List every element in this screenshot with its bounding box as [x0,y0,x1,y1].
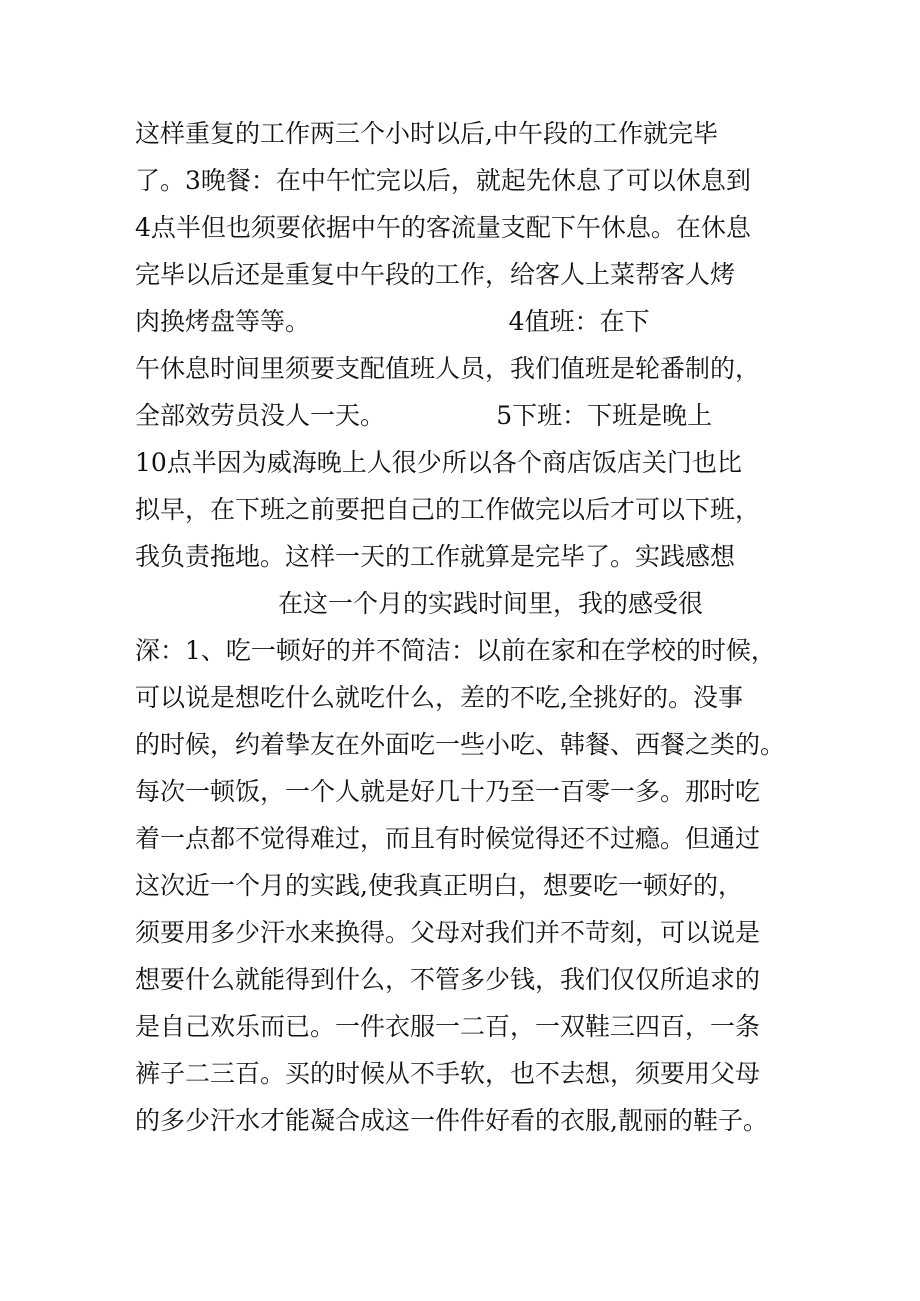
text-line: 了。3晚餐：在中午忙完以后，就起先休息了可以休息到 [135,166,751,195]
text-line: 裤子二三百。买的时候从不手软，也不去想，须要用父母 [135,1059,761,1088]
text-line: 10点半因为威海晚上人很少所以各个商店饭店关门也比 [135,448,742,477]
text-line: 着一点都不觉得难过，而且有时候觉得还不过瘾。但通过 [135,824,761,853]
text-line: 拟早，在下班之前要把自己的工作做完以后才可以下班， [135,495,761,524]
body-text [135,110,795,1144]
text-line: 4点半但也须要依据中午的客流量支配下午休息。在休息 [135,213,751,242]
text-line: 这样重复的工作两三个小时以后,中午段的工作就完毕 [135,119,718,148]
text-line: 在这一个月的实践时间里，我的感受很 [135,589,704,618]
text-line: 的时候，约着挚友在外面吃一些小吃、韩餐、西餐之类的。 [135,730,786,759]
text-line: 这次近一个月的实践,使我真正明白，想要吃一顿好的， [135,871,743,900]
text-line: 我负责拖地。这样一天的工作就算是完毕了。实践感想 [135,542,736,571]
text-line: 可以说是想吃什么就吃什么，差的不吃,全挑好的。没事 [135,683,743,712]
text-line: 是自己欢乐而已。一件衣服一二百，一双鞋三四百，一条 [135,1012,761,1041]
text-line: 每次一顿饭，一个人就是好几十乃至一百零一多。那时吃 [135,777,761,806]
text-line: 完毕以后还是重复中午段的工作，给客人上菜帮客人烤 [135,260,736,289]
text-line: 深：1、吃一顿好的并不简洁：以前在家和在学校的时候， [135,636,776,665]
text-line: 午休息时间里须要支配值班人员，我们值班是轮番制的， [135,354,761,383]
text-line: 全部效劳员没人一天。 5下班：下班是晚上 [135,401,713,430]
text-line: 想要什么就能得到什么，不管多少钱，我们仅仅所追求的 [135,965,761,994]
text-line: 肉换烤盘等等。 4值班：在下 [135,307,650,336]
text-line: 须要用多少汗水来换得。父母对我们并不苛刻，可以说是 [135,918,761,947]
text-line: 的多少汗水才能凝合成这一件件好看的衣服,靓丽的鞋子。 [135,1106,768,1135]
